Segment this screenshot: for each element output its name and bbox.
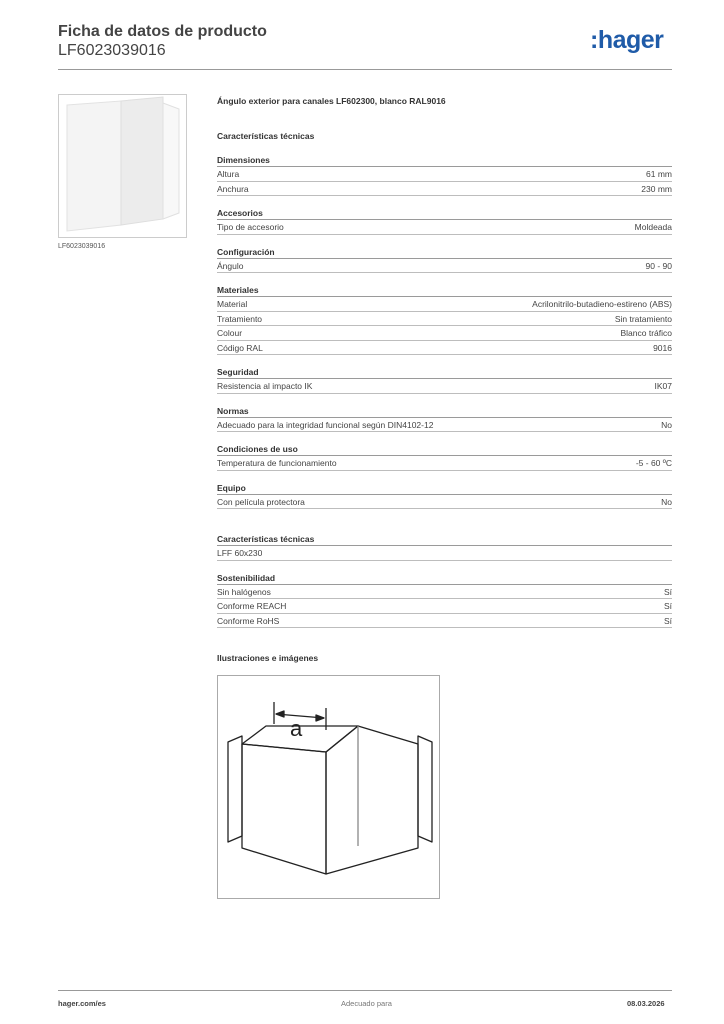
section-condiciones: Condiciones de uso [217, 443, 672, 456]
hager-logo[interactable]: :hager [590, 26, 664, 54]
spec-row: Conforme RoHS Sí [217, 614, 672, 629]
product-code: LF6023039016 [58, 42, 166, 59]
spec-row: Anchura 230 mm [217, 182, 672, 197]
section-tech-2: Características técnicas [217, 533, 672, 546]
footer-date: 08.03.2026 [627, 999, 665, 1008]
spec-row: Temperatura de funcionamiento -5 - 60 ºC [217, 456, 672, 471]
page-title: Ficha de datos de producto [58, 23, 267, 40]
spec-row: Sin halógenos Sí [217, 585, 672, 600]
section-sostenibilidad: Sostenibilidad [217, 572, 672, 585]
spec-sheet [217, 96, 672, 665]
spec-row: Ángulo 90 - 90 [217, 259, 672, 274]
section-normas: Normas [217, 405, 672, 418]
spec-row: Material Acrilonitrilo-butadieno-estireno (ABS) [217, 297, 672, 312]
spec-row: Resistencia al impacto IK IK07 [217, 379, 672, 394]
header-divider [58, 69, 672, 70]
spec-row: Código RAL 9016 [217, 341, 672, 356]
spec-row: Tratamiento Sin tratamiento [217, 312, 672, 327]
spec-row: Altura 61 mm [217, 167, 672, 182]
footer-divider [58, 990, 672, 991]
spec-row: Adecuado para la integridad funcional según DIN4102-12 No [217, 418, 672, 433]
spec-row: Con película protectora No [217, 495, 672, 510]
section-equipo: Equipo [217, 482, 672, 495]
section-materiales: Materiales [217, 284, 672, 297]
product-thumbnail[interactable] [58, 94, 187, 238]
dimension-label: a [290, 716, 303, 741]
section-tech-heading: Características técnicas [217, 131, 315, 141]
thumbnail-caption: LF6023039016 [58, 243, 106, 250]
section-dimensiones: Dimensiones [217, 154, 672, 167]
section-configuracion: Configuración [217, 246, 672, 259]
spec-row: Conforme REACH Sí [217, 599, 672, 614]
page-header [58, 22, 267, 60]
spec-row: LFF 60x230 [217, 546, 672, 561]
product-title: Ángulo exterior para canales LF602300, blanco RAL9016 [217, 96, 446, 106]
section-seguridad: Seguridad [217, 366, 672, 379]
technical-drawing[interactable] [217, 675, 440, 899]
spec-row: Tipo de accesorio Moldeada [217, 220, 672, 235]
spec-row: Colour Blanco tráfico [217, 326, 672, 341]
section-accesorios: Accesorios [217, 207, 672, 220]
footer-website[interactable]: hager.com/es [58, 999, 106, 1008]
footer-note: Adecuado para [341, 999, 392, 1008]
section-ilustraciones: Ilustraciones e imágenes [217, 653, 319, 663]
